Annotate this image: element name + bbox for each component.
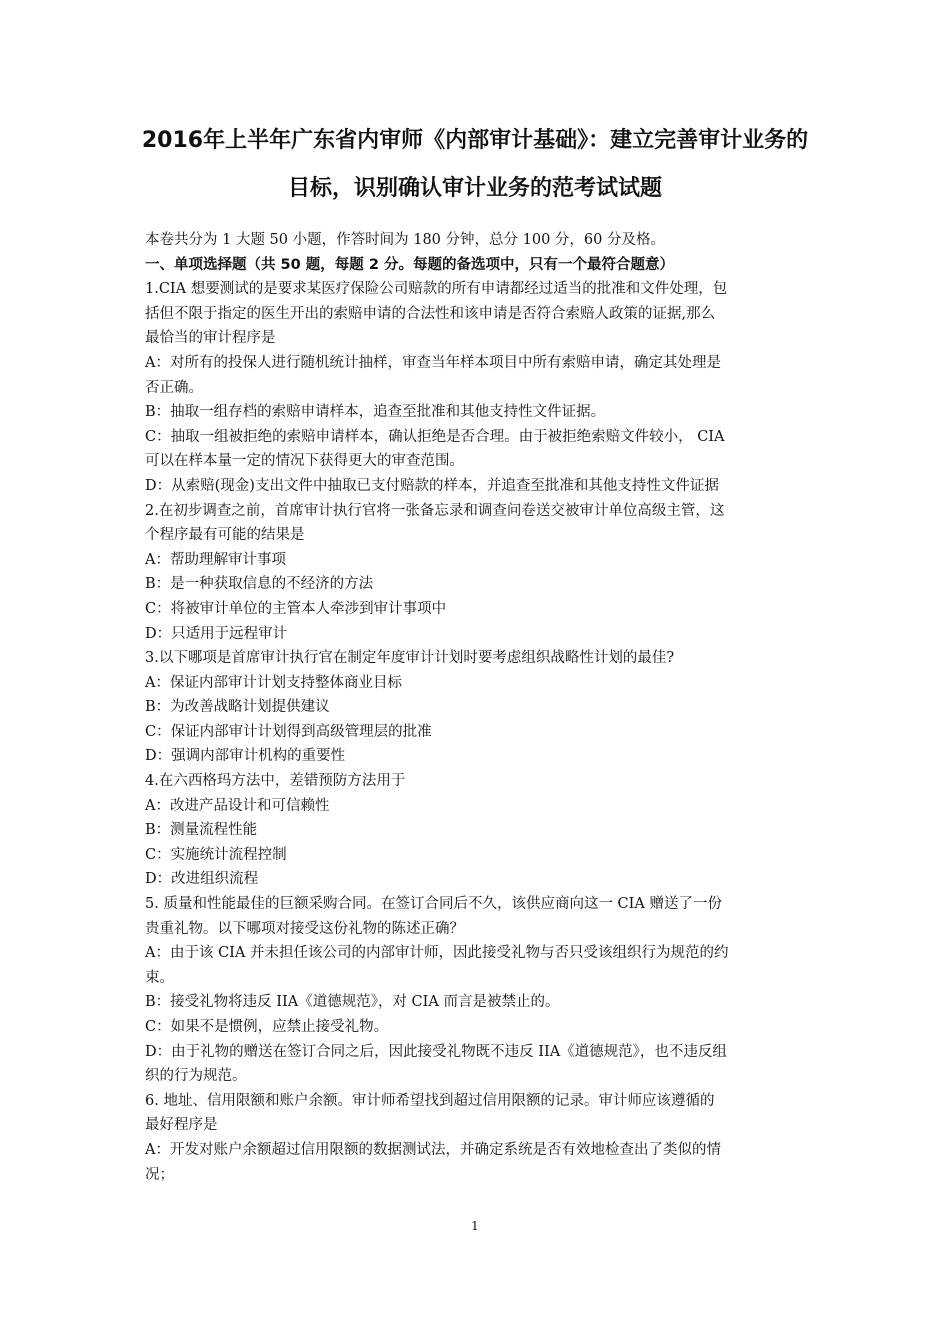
question-1-text: 括但不限于指定的医生开出的索赔申请的合法性和该申请是否符合索赔人政策的证据,那么	[145, 305, 716, 322]
question-5-text: 贵重礼物。以下哪项对接受这份礼物的陈述正确？	[145, 920, 464, 937]
question-3-option-b: B：为改善战略计划提供建议	[145, 699, 330, 716]
question-6-text: 最好程序是	[145, 1117, 218, 1134]
question-5-option-b: B：接受礼物将违反 IIA《道德规范》，对 CIA 而言是被禁止的。	[145, 994, 560, 1011]
section-heading: 一、单项选择题（共 50 题，每题 2 分。每题的备选项中，只有一个最符合题意）	[145, 256, 674, 273]
question-2-option-b: B：是一种获取信息的不经济的方法	[145, 576, 374, 593]
document-title-line-1: 2016年上半年广东省内审师《内部审计基础》：建立完善审计业务的	[141, 128, 809, 153]
question-5-option-a: A：由于该 CIA 并未担任该公司的内部审计师，因此接受礼物与否只受该组织行为规范的约	[145, 945, 729, 962]
question-6-text: 6. 地址、信用限额和账户余额。审计师希望找到超过信用限额的记录。审计师应该遵循的	[145, 1092, 715, 1109]
question-3-option-a: A：保证内部审计计划支持整体商业目标	[145, 674, 402, 691]
question-4-option-d: D：改进组织流程	[145, 871, 259, 888]
question-1-option-a: 否正确。	[145, 379, 203, 396]
question-2-option-c: C：将被审计单位的主管本人牵涉到审计事项中	[145, 600, 447, 617]
question-4-text: 4.在六西格玛方法中，差错预防方法用于	[145, 773, 406, 790]
document-body	[145, 228, 817, 1187]
question-4-option-c: C：实施统计流程控制	[145, 846, 287, 863]
question-6-option-a: A：开发对账户余额超过信用限额的数据测试法，并确定系统是否有效地检查出了类似的情	[145, 1141, 721, 1158]
question-5-option-c: C：如果不是惯例，应禁止接受礼物。	[145, 1019, 389, 1035]
question-3-option-d: D：强调内部审计机构的重要性	[145, 748, 346, 765]
question-1-option-a: A：对所有的投保人进行随机统计抽样，审查当年样本项目中所有索赔申请，确定其处理是	[145, 354, 721, 371]
question-5-option-d: D：由于礼物的赠送在签订合同之后，因此接受礼物既不违反 IIA《道德规范》，也不违反组	[145, 1043, 727, 1060]
document-title-line-2: 目标，识别确认审计业务的范考试试题	[287, 176, 662, 201]
question-1-text: 最恰当的审计程序是	[145, 330, 276, 347]
question-4-option-a: A：改进产品设计和可信赖性	[145, 797, 330, 814]
question-1-option-c: C：抽取一组被拒绝的索赔申请样本，确认拒绝是否合理。由于被拒绝索赔文件较小， CIA	[145, 428, 725, 445]
question-2-text: 2.在初步调查之前，首席审计执行官将一张备忘录和调查问卷送交被审计单位高级主管，这	[145, 502, 725, 519]
question-1-option-c: 可以在样本量一定的情况下获得更大的审查范围。	[145, 453, 464, 470]
question-2-option-a: A：帮助理解审计事项	[145, 551, 286, 568]
question-6-option-a: 况；	[145, 1166, 174, 1183]
question-1-option-d: D：从索赔(现金)支出文件中抽取已支付赔款的样本，并追查至批准和其他支持性文件证据	[145, 477, 719, 494]
question-4-option-b: B：测量流程性能	[145, 822, 258, 839]
question-3-option-c: C：保证内部审计计划得到高级管理层的批准	[145, 723, 432, 740]
question-3-text: 3.以下哪项是首席审计执行官在制定年度审计计划时要考虑组织战略性计划的最佳?	[145, 650, 675, 667]
question-1-option-b: B：抽取一组存档的索赔申请样本，追查至批准和其他支持性文件证据。	[145, 404, 606, 421]
question-5-text: 5. 质量和性能最佳的巨额采购合同。在签订合同后不久，该供应商向这一 CIA 赠送了一份	[145, 896, 722, 913]
question-2-option-d: D：只适用于远程审计	[145, 625, 288, 642]
page-number: 1	[471, 1219, 479, 1233]
question-5-option-a: 束。	[145, 969, 174, 986]
question-1-text: 1.CIA 想要测试的是要求某医疗保险公司赔款的所有申请都经过适当的批准和文件处理，包	[145, 281, 728, 298]
question-5-option-d: 织的行为规范。	[145, 1068, 247, 1085]
question-2-text: 个程序最有可能的结果是	[145, 527, 305, 544]
exam-instructions: 本卷共分为 1 大题 50 小题，作答时间为 180 分钟，总分 100 分，60 分及格。	[145, 232, 665, 248]
